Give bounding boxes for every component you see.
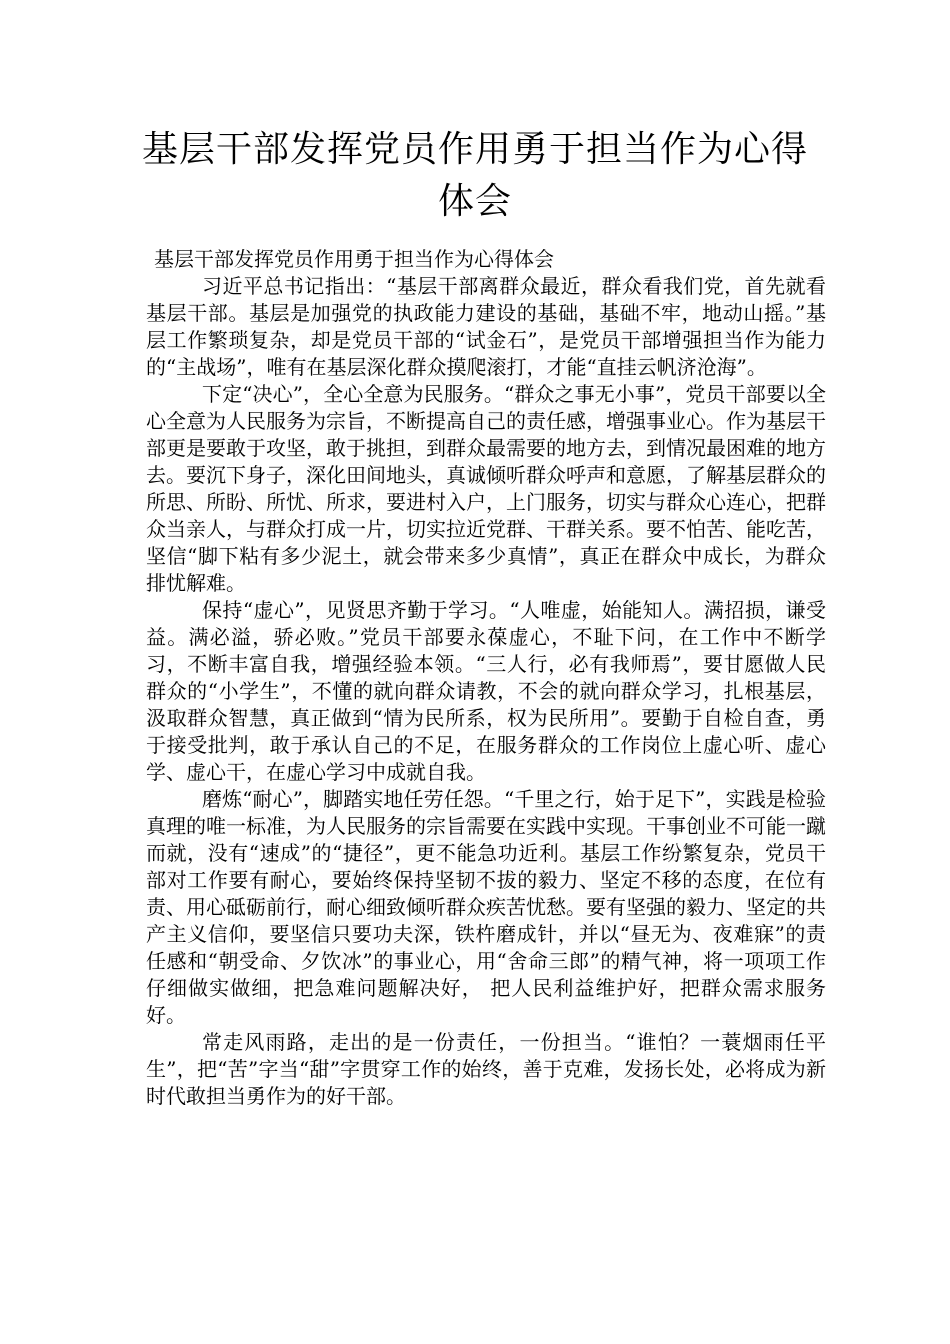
- paragraph-intro: 习近平总书记指出：“基层干部离群众最近，群众看我们党，首先就看基层干部。基层是加强党的执政能力建设的基础，基础不牢，地动山摇。”基层工作繁琐复杂，却是党员干部的“试金石”，是党员干部增强担当作为能力的“主战场”，唯有在基层深化群众摸爬滚打，才能“直挂云帆济沧海”。: [146, 274, 826, 379]
- paragraph-conclusion: 常走风雨路，走出的是一份责任，一份担当。“谁怕？一蓑烟雨任平生”，把“苦”字当“甜”字贯穿工作的始终，善于克难，发扬长处，必将成为新时代敢担当勇作为的好干部。: [146, 1030, 826, 1108]
- document-subtitle: 基层干部发挥党员作用勇于担当作为心得体会: [154, 247, 554, 271]
- paragraph-patience: 磨炼“耐心”，脚踏实地任劳任怨。“千里之行，始于足下”，实践是检验真理的唯一标准，为人民服务的宗旨需要在实践中实现。干事创业不可能一蹴而就，没有“速成”的“捷径”，更不能急功近利。基层工作纷繁复杂，党员干部对工作要有耐心，要始终保持坚韧不拔的毅力、坚定不移的态度，在位有责、用心砥砺前行，耐心细致倾听群众疾苦忧愁。要有坚强的毅力、坚定的共产主义信仰，要坚信只要功夫深，铁杵磨成针，并以“昼无为、夜难寐”的责任感和“朝受命、夕饮冰”的事业心，用“舍命三郎”的精气神，将一项项工作仔细做实做细，把急难问题解决好， 把人民利益维护好，把群众需求服务好。: [146, 787, 826, 1027]
- paragraph-humility: 保持“虚心”，见贤思齐勤于学习。“人唯虚，始能知人。满招损，谦受益。满必溢，骄必败。”党员干部要永葆虚心，不耻下问，在工作中不断学习，不断丰富自我，增强经验本领。“三人行，必有我师焉”，要甘愿做人民群众的“小学生”，不懂的就向群众请教，不会的就向群众学习，扎根基层，汲取群众智慧，真正做到“情为民所系，权为民所用”。要勤于自检自查，勇于接受批判，敢于承认自己的不足，在服务群众的工作岗位上虚心听、虚心学、虚心干，在虚心学习中成就自我。: [146, 598, 826, 784]
- paragraph-determination: 下定“决心”，全心全意为民服务。“群众之事无小事”，党员干部要以全心全意为人民服务为宗旨，不断提高自己的责任感，增强事业心。作为基层干部更是要敢于攻坚，敢于挑担，到群众最需要的地方去，到情况最困难的地方去。要沉下身子，深化田间地头，真诚倾听群众呼声和意愿，了解基层群众的所思、所盼、所忧、所求，要进村入户，上门服务，切实与群众心连心，把群众当亲人，与群众打成一片，切实拉近党群、干群关系。要不怕苦、能吃苦，坚信“脚下粘有多少泥土，就会带来多少真情”，真正在群众中成长，为群众排忧解难。: [146, 382, 826, 595]
- document-body: [146, 246, 826, 1110]
- document-title: 基层干部发挥党员作用勇于担当作为心得体会: [141, 129, 808, 222]
